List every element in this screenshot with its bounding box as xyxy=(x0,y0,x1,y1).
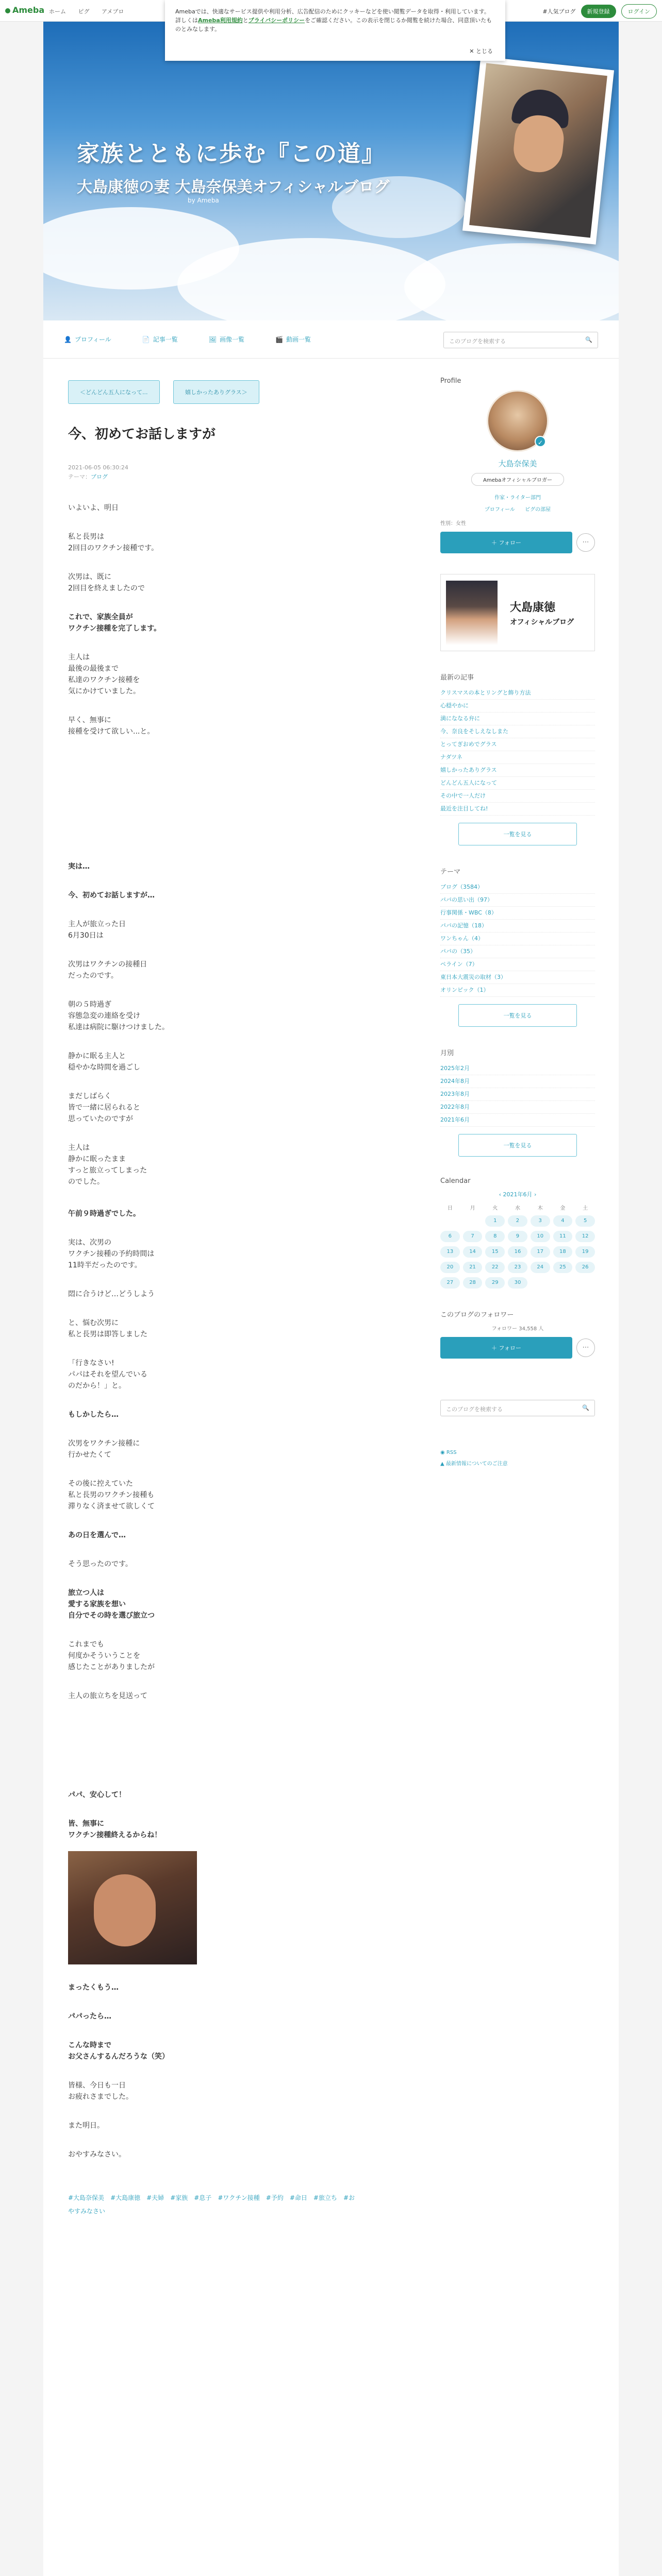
calendar-section xyxy=(440,1177,595,1289)
theme-link[interactable]: パパの（35） xyxy=(440,945,595,958)
popular-blog-link[interactable]: #人気ブログ xyxy=(542,8,576,15)
entry-line: 次男は、既に xyxy=(68,573,111,581)
calendar-weekday: 日 xyxy=(447,1206,453,1211)
recent-entry-link[interactable]: 満にななる弁に xyxy=(440,713,595,725)
sidebar-search-input[interactable]: このブログを検索する 🔍 xyxy=(440,1400,595,1416)
cloud-shape xyxy=(404,243,619,320)
entry-line: 容態急変の連絡を受け xyxy=(68,1012,140,1020)
privacy-link[interactable]: プライバシーポリシー xyxy=(248,17,305,24)
entry-paragraph xyxy=(68,1982,388,1993)
entry-line: 気にかけていました。 xyxy=(68,687,140,696)
entry-line: 静かに眠る主人と xyxy=(68,1052,126,1060)
calendar-day[interactable]: 26 xyxy=(575,1262,595,1273)
entry-paragraph xyxy=(68,1818,388,1841)
theme-more-button[interactable]: 一覧を見る xyxy=(458,1004,577,1027)
calendar-day[interactable]: 22 xyxy=(485,1262,505,1273)
hashtag-link[interactable]: #ワクチン接種 xyxy=(218,2194,260,2201)
theme-heading: テーマ xyxy=(440,868,461,876)
entry-line: 主人が旅立った日 xyxy=(68,920,126,928)
entry-line: お疲れさまでした。 xyxy=(68,2093,133,2101)
profile-name[interactable]: 大島奈保美 xyxy=(498,459,537,468)
calendar-day[interactable]: 8 xyxy=(485,1231,505,1242)
entry-line: 実は、次男の xyxy=(68,1239,111,1247)
entry-line: 感じたことがありましたが xyxy=(68,1663,155,1671)
entry-line: パパはそれを望んでいる xyxy=(68,1370,147,1379)
header-photo xyxy=(462,56,614,244)
entry-line: 自分でその時を選び旅立つ xyxy=(68,1612,155,1620)
calendar-day[interactable]: 5 xyxy=(575,1215,595,1227)
genre-link[interactable]: 作家・ライター部門 xyxy=(494,495,541,501)
calendar-day[interactable]: 16 xyxy=(508,1246,527,1258)
entry-paragraph xyxy=(68,1478,388,1512)
calendar-day[interactable]: 2 xyxy=(508,1215,527,1227)
entry-line: 愛する家族を想い xyxy=(68,1600,126,1608)
nav-video-list[interactable]: 🎬 動画一覧 xyxy=(275,336,311,343)
recent-entries xyxy=(440,672,595,845)
person-icon: 👤 xyxy=(64,336,72,343)
followers-section xyxy=(440,1309,595,1359)
blog-header-image xyxy=(43,22,619,320)
monthly-section xyxy=(440,1047,595,1157)
official-blog-banner[interactable] xyxy=(440,574,595,651)
entry-line: 私と長男は即答しました xyxy=(68,1330,147,1338)
banner-photo xyxy=(446,581,498,645)
entry-line: 滞りなく済ませて欲しくて xyxy=(68,1502,155,1511)
calendar-day[interactable]: 19 xyxy=(575,1246,595,1258)
entry-paragraph xyxy=(68,1438,388,1461)
entry-paragraph xyxy=(68,1558,388,1570)
calendar-day[interactable]: 28 xyxy=(463,1277,483,1289)
official-badge-icon: ✓ xyxy=(535,436,546,447)
entry-line: 旅立つ人は xyxy=(68,1589,104,1597)
more-options-icon[interactable]: ⋯ xyxy=(576,1338,595,1357)
entry-photo[interactable] xyxy=(68,1851,197,1964)
entry-line: これまでも xyxy=(68,1640,104,1649)
theme-label: テーマ： xyxy=(68,473,91,480)
video-icon: 🎬 xyxy=(275,336,283,343)
calendar-month: ‹ 2021年6月 › xyxy=(499,1191,537,1198)
entry-paragraph xyxy=(68,1289,388,1300)
month-link[interactable]: 2021年6月 xyxy=(440,1114,595,1127)
entry-line: 早く、無事に xyxy=(68,716,111,724)
entry-title[interactable]: 今、初めてお話しますが xyxy=(68,427,216,442)
entry-line: 6月30日は xyxy=(68,931,104,940)
cookie-notice xyxy=(165,0,505,61)
sidebar-links xyxy=(440,1447,595,1470)
login-button[interactable]: ログイン xyxy=(621,4,657,19)
terms-link[interactable]: Ameba利用規約 xyxy=(198,17,243,24)
entry-paragraph xyxy=(68,919,388,941)
theme-list xyxy=(440,881,595,997)
pager-tags xyxy=(68,380,388,404)
calendar-day[interactable]: 24 xyxy=(531,1262,550,1273)
calendar-day[interactable]: 3 xyxy=(531,1215,550,1227)
calendar-day[interactable]: 14 xyxy=(463,1246,483,1258)
header-photo-image xyxy=(469,63,607,238)
entry-line: のでした。 xyxy=(68,1178,104,1186)
document-icon: 📄 xyxy=(142,336,150,343)
month-link[interactable]: 2023年8月 xyxy=(440,1088,595,1101)
prev-month-icon[interactable]: ‹ xyxy=(499,1191,503,1198)
entry-line: 何度かそういうことを xyxy=(68,1652,140,1660)
nav-home[interactable]: ホーム xyxy=(49,8,66,15)
blog-subtitle: 大島康徳の妻 大島奈保美オフィシャルブログ xyxy=(77,178,390,196)
hashtag-link[interactable]: #大島康徳 xyxy=(110,2194,141,2201)
entry-line: 皆、無事に xyxy=(68,1820,104,1828)
entry-line: こんな時まで xyxy=(68,2041,111,2049)
entry-paragraph xyxy=(68,1690,388,1702)
entry-date: 2021-06-05 06:30:24 xyxy=(68,464,128,471)
recent-entry-link[interactable]: とってぎおめでグラス xyxy=(440,738,595,751)
entry-line: 2回目のワクチン接種です。 xyxy=(68,544,159,552)
entry-line: ワクチン接種終えるからね！ xyxy=(68,1831,162,1839)
entry-line: 接種を受けて欲しい...と。 xyxy=(68,727,155,736)
cookie-text: と xyxy=(242,17,249,24)
calendar-day[interactable]: 18 xyxy=(553,1246,573,1258)
month-link[interactable]: 2024年8月 xyxy=(440,1075,595,1088)
entry-paragraph xyxy=(68,1050,388,1073)
entry-line: まだしばらく xyxy=(68,1092,111,1100)
calendar-day[interactable]: 1 xyxy=(485,1215,505,1227)
entry-line: 静かに眠ったまま xyxy=(68,1155,126,1163)
recent-entry-link[interactable]: どんどん五人になって xyxy=(440,777,595,790)
recent-heading: 最新の記事 xyxy=(440,674,474,682)
entry-meta xyxy=(68,463,388,482)
entry-line: 私と長男は xyxy=(68,533,104,541)
entry-line: だったのです。 xyxy=(68,972,118,980)
calendar-day[interactable]: 23 xyxy=(508,1262,527,1273)
entry-line: これで、家族全員が xyxy=(68,613,133,621)
entry-paragraph xyxy=(68,2040,388,2062)
cookie-text: をご確認ください。この表示を閉じるか閲覧を続けた場合、同意頂いたものとみなします。 xyxy=(175,17,492,32)
nav-image-list[interactable]: 🖼 画像一覧 xyxy=(208,336,244,343)
calendar-empty-cell xyxy=(553,1277,573,1289)
hashtag-link[interactable]: #息子 xyxy=(194,2194,212,2201)
follow-button[interactable]: ＋ フォロー xyxy=(440,532,572,553)
entry-line: いよいよ、明日 xyxy=(68,504,119,512)
blog-title[interactable]: 家族とともに歩む『この道』 xyxy=(77,141,385,167)
entry-paragraph xyxy=(68,2120,388,2131)
theme-link[interactable]: パパの記憶（18） xyxy=(440,920,595,933)
calendar-day[interactable]: 17 xyxy=(531,1246,550,1258)
entry-paragraph xyxy=(68,531,388,554)
blog-nav xyxy=(43,320,619,359)
followers-heading: このブログのフォロワー xyxy=(440,1311,514,1319)
entry-paragraph xyxy=(68,1142,388,1188)
recent-entry-link[interactable]: その中で一人だけ xyxy=(440,790,595,803)
entry-line: のだから！」と。 xyxy=(68,1382,126,1390)
entry-paragraph xyxy=(68,502,388,514)
theme-link[interactable]: ワンちゃん（4） xyxy=(440,933,595,945)
entry-paragraph xyxy=(68,2149,388,2160)
entry-body xyxy=(68,502,388,2160)
theme-link[interactable]: ペライン（7） xyxy=(440,958,595,971)
entry-line: 行かせたくて xyxy=(68,1451,111,1459)
entry-line: 朝の５時過ぎ xyxy=(68,1001,111,1009)
entry-line: お父さんするんだろうな（笑） xyxy=(68,2053,169,2061)
main-content xyxy=(43,359,619,2576)
sidebar xyxy=(440,377,595,1470)
entry-paragraph xyxy=(68,890,388,901)
entry-line: 「行きなさい! xyxy=(68,1359,114,1367)
recent-entry-link[interactable]: クリスマスの本とリングと飾り方法 xyxy=(440,687,595,700)
entry-paragraph xyxy=(68,861,388,872)
hashtag-link[interactable]: #予約 xyxy=(266,2194,284,2201)
calendar-day[interactable]: 9 xyxy=(508,1231,527,1242)
entry-line: 最後の最後まで xyxy=(68,665,119,673)
search-icon[interactable]: 🔍 xyxy=(582,1404,589,1411)
entry-line: ワクチン接種の予約時間は xyxy=(68,1250,155,1258)
entry-line: 11時半だったのです。 xyxy=(68,1261,142,1269)
entry-line: 実は… xyxy=(68,862,90,871)
entry-paragraph xyxy=(68,652,388,697)
entry-line: 今、初めてお話しますが… xyxy=(68,891,155,900)
calendar-day[interactable]: 6 xyxy=(440,1231,460,1242)
entry-paragraph xyxy=(68,1639,388,1673)
global-nav xyxy=(49,7,134,15)
month-link[interactable]: 2022年8月 xyxy=(440,1101,595,1114)
entry-line: 2回目を終えましたので xyxy=(68,584,145,592)
entry-paragraph xyxy=(68,959,388,981)
themes-section xyxy=(440,866,595,1027)
calendar-day[interactable]: 27 xyxy=(440,1277,460,1289)
calendar-empty-cell xyxy=(531,1277,550,1289)
entry-line: 主人の旅立ちを見送って xyxy=(68,1692,147,1700)
follow-row-2 xyxy=(440,1337,595,1359)
hashtag-link[interactable]: #命日 xyxy=(289,2194,307,2201)
more-options-icon[interactable]: ⋯ xyxy=(576,533,595,552)
calendar-day[interactable]: 25 xyxy=(553,1262,573,1273)
entry-line: もしかしたら… xyxy=(68,1411,119,1419)
next-entry-link[interactable]: 嬉しかったありグラス＞ xyxy=(173,380,259,404)
hashtag-link[interactable]: #夫婦 xyxy=(146,2194,164,2201)
entry-line: と、悩む次男に xyxy=(68,1319,119,1327)
entry-line: 午前９時過ぎでした。 xyxy=(68,1210,140,1218)
calendar-weekday: 火 xyxy=(492,1206,498,1211)
rss-link[interactable]: ◉ RSS xyxy=(440,1450,457,1455)
warning-icon: ▲ xyxy=(440,1461,446,1467)
profile-link[interactable]: プロフィール xyxy=(484,507,515,513)
entry-paragraph xyxy=(68,1208,388,1219)
entry-paragraph xyxy=(68,1091,388,1125)
entry-line: パパったら… xyxy=(68,2012,111,2021)
nav-pigg[interactable]: ピグ xyxy=(78,8,90,15)
face-shape xyxy=(94,1874,156,1946)
month-list xyxy=(440,1062,595,1127)
entry-line: 主人は xyxy=(68,653,90,662)
entry-line: 悶に合うけど…どうしよう xyxy=(68,1290,155,1298)
profile-links xyxy=(440,505,595,513)
entry-line: 穏やかな時間を過ごし xyxy=(68,1063,140,1072)
theme-link[interactable]: 東日本大震災の取材（3） xyxy=(440,971,595,984)
calendar-weekday: 月 xyxy=(470,1206,475,1211)
entry-theme-link[interactable]: ブログ xyxy=(91,473,108,480)
register-button[interactable]: 新規登録 xyxy=(581,5,616,18)
profile-sex: 性別：女性 xyxy=(440,521,466,527)
calendar-day[interactable]: 21 xyxy=(463,1262,483,1273)
nav-ameblo[interactable]: アメブロ xyxy=(102,8,124,15)
calendar-day[interactable]: 13 xyxy=(440,1246,460,1258)
recent-entry-link[interactable]: 今、奈良をそしえなしまた xyxy=(440,725,595,738)
theme-link[interactable]: パパの思い出（97） xyxy=(440,894,595,907)
entry-line: 次男はワクチンの接種日 xyxy=(68,960,147,969)
calendar-weekday: 土 xyxy=(583,1206,588,1211)
nav-profile[interactable]: 👤 プロフィール xyxy=(64,336,111,343)
entry-line: まったくもう… xyxy=(68,1984,119,1992)
entry-line: すっと旅立ってしまった xyxy=(68,1166,147,1175)
entry-paragraph xyxy=(68,612,388,634)
calendar-heading: Calendar xyxy=(440,1177,471,1185)
entry-paragraph xyxy=(68,715,388,737)
prev-entry-link[interactable]: ＜どんどん五人になって... xyxy=(68,380,160,404)
article xyxy=(68,359,388,2218)
month-link[interactable]: 2025年2月 xyxy=(440,1062,595,1075)
calendar-day[interactable]: 7 xyxy=(463,1231,483,1242)
recent-list xyxy=(440,687,595,816)
calendar-empty-cell xyxy=(575,1277,595,1289)
theme-link[interactable]: 行事関係・WBC（8） xyxy=(440,907,595,920)
calendar-day[interactable]: 12 xyxy=(575,1231,595,1242)
official-blogger-badge[interactable]: Amebaオフィシャルブロガー xyxy=(471,473,564,486)
calendar-day[interactable]: 29 xyxy=(485,1277,505,1289)
entry-paragraph xyxy=(68,2080,388,2103)
entry-line: 思っていたのですが xyxy=(68,1115,133,1123)
by-ameba: by Ameba xyxy=(188,197,219,204)
recent-entry-link[interactable]: 心穏やかに xyxy=(440,700,595,713)
calendar-empty-cell xyxy=(463,1215,483,1227)
entry-paragraph xyxy=(68,1789,388,1801)
calendar-day[interactable]: 4 xyxy=(553,1215,573,1227)
entry-paragraph xyxy=(68,2011,388,2022)
profile-heading: Profile xyxy=(440,377,461,385)
theme-link[interactable]: ブログ（3584） xyxy=(440,881,595,894)
calendar-day[interactable]: 20 xyxy=(440,1262,460,1273)
image-icon: 🖼 xyxy=(208,336,217,343)
calendar-weekday: 水 xyxy=(515,1206,520,1211)
calendar-day[interactable]: 10 xyxy=(531,1231,550,1242)
entry-paragraph xyxy=(68,1317,388,1340)
avatar[interactable] xyxy=(487,390,549,452)
recent-more-button[interactable]: 一覧を見る xyxy=(458,823,577,845)
next-month-icon[interactable]: › xyxy=(532,1191,537,1198)
ameba-logo[interactable]: Ameba xyxy=(5,5,44,15)
cookie-close-button[interactable]: ✕ とじる xyxy=(469,48,493,55)
entry-line: あの日を選んで… xyxy=(68,1531,126,1539)
hashtag-list xyxy=(68,2191,357,2218)
global-header-actions xyxy=(542,4,657,19)
ameba-logo-icon xyxy=(5,8,10,13)
cookie-text: Amebaでは、快適なサービス提供や利用分析、広告配信のためにクッキーなどを使い閲覧データを取得・利用しています。詳しくは xyxy=(175,8,490,24)
follow-row xyxy=(440,532,595,553)
entry-line: 皆様、今日も一日 xyxy=(68,2081,126,2090)
entry-paragraph xyxy=(68,1530,388,1541)
search-icon[interactable]: 🔍 xyxy=(585,336,592,343)
entry-paragraph xyxy=(68,571,388,594)
theme-link[interactable]: オリンピック（1） xyxy=(440,984,595,997)
calendar-day[interactable]: 30 xyxy=(508,1277,527,1289)
calendar-grid xyxy=(440,1204,595,1289)
recent-entry-link[interactable]: 嬉しかったありグラス xyxy=(440,764,595,777)
entry-line: 皆で一緒に居られると xyxy=(68,1104,140,1112)
banner-text: 大島康徳 オフィシャルブログ xyxy=(510,600,574,626)
entry-line: そう思ったのです。 xyxy=(68,1560,133,1568)
entry-line: 私達は病院に駆けつけました。 xyxy=(68,1023,169,1031)
entry-line: おやすみなさい。 xyxy=(68,2150,126,2159)
calendar-weekday: 木 xyxy=(537,1206,543,1211)
entry-paragraph xyxy=(68,1237,388,1271)
entry-line: また明日。 xyxy=(68,2122,104,2130)
nav-entry-list[interactable]: 📄 記事一覧 xyxy=(142,336,178,343)
pigg-room-link[interactable]: ピグの部屋 xyxy=(525,507,551,513)
recent-entry-link[interactable]: 最近を注目してね! xyxy=(440,803,595,816)
calendar-empty-cell xyxy=(440,1215,460,1227)
entry-line: 私と長男のワクチン接種も xyxy=(68,1491,155,1499)
recent-entry-link[interactable]: ナダツネ xyxy=(440,751,595,764)
entry-paragraph xyxy=(68,1409,388,1420)
entry-paragraph xyxy=(68,1587,388,1621)
notice-link[interactable]: ▲ 最新情報についてのご注意 xyxy=(440,1461,508,1467)
hashtag-link[interactable]: #おやすみなさい xyxy=(68,2194,355,2215)
entry-line: 次男をワクチン接種に xyxy=(68,1439,140,1448)
entry-line: その後に控えていた xyxy=(68,1480,133,1488)
entry-line: パパ、安心して！ xyxy=(68,1791,126,1799)
entry-line: ワクチン接種を完了します。 xyxy=(68,624,161,633)
follow-button-2[interactable]: ＋ フォロー xyxy=(440,1337,572,1359)
calendar-weekday: 金 xyxy=(560,1206,566,1211)
entry-line: 私達のワクチン接種を xyxy=(68,676,140,684)
followers-count[interactable]: フォロワー 34,558 人 xyxy=(491,1326,544,1332)
rss-icon: ◉ xyxy=(440,1450,446,1455)
hashtag-link[interactable]: #家族 xyxy=(170,2194,188,2201)
entry-paragraph xyxy=(68,999,388,1033)
month-more-button[interactable]: 一覧を見る xyxy=(458,1134,577,1157)
month-heading: 月別 xyxy=(440,1049,454,1057)
hashtag-link[interactable]: #大島奈保美 xyxy=(68,2194,105,2201)
blog-search-input[interactable]: このブログを検索する 🔍 xyxy=(443,332,598,348)
entry-line: 主人は xyxy=(68,1144,90,1152)
hashtag-link[interactable]: #旅立ち xyxy=(313,2194,337,2201)
calendar-day[interactable]: 11 xyxy=(553,1231,573,1242)
entry-paragraph xyxy=(68,1358,388,1392)
calendar-day[interactable]: 15 xyxy=(485,1246,505,1258)
